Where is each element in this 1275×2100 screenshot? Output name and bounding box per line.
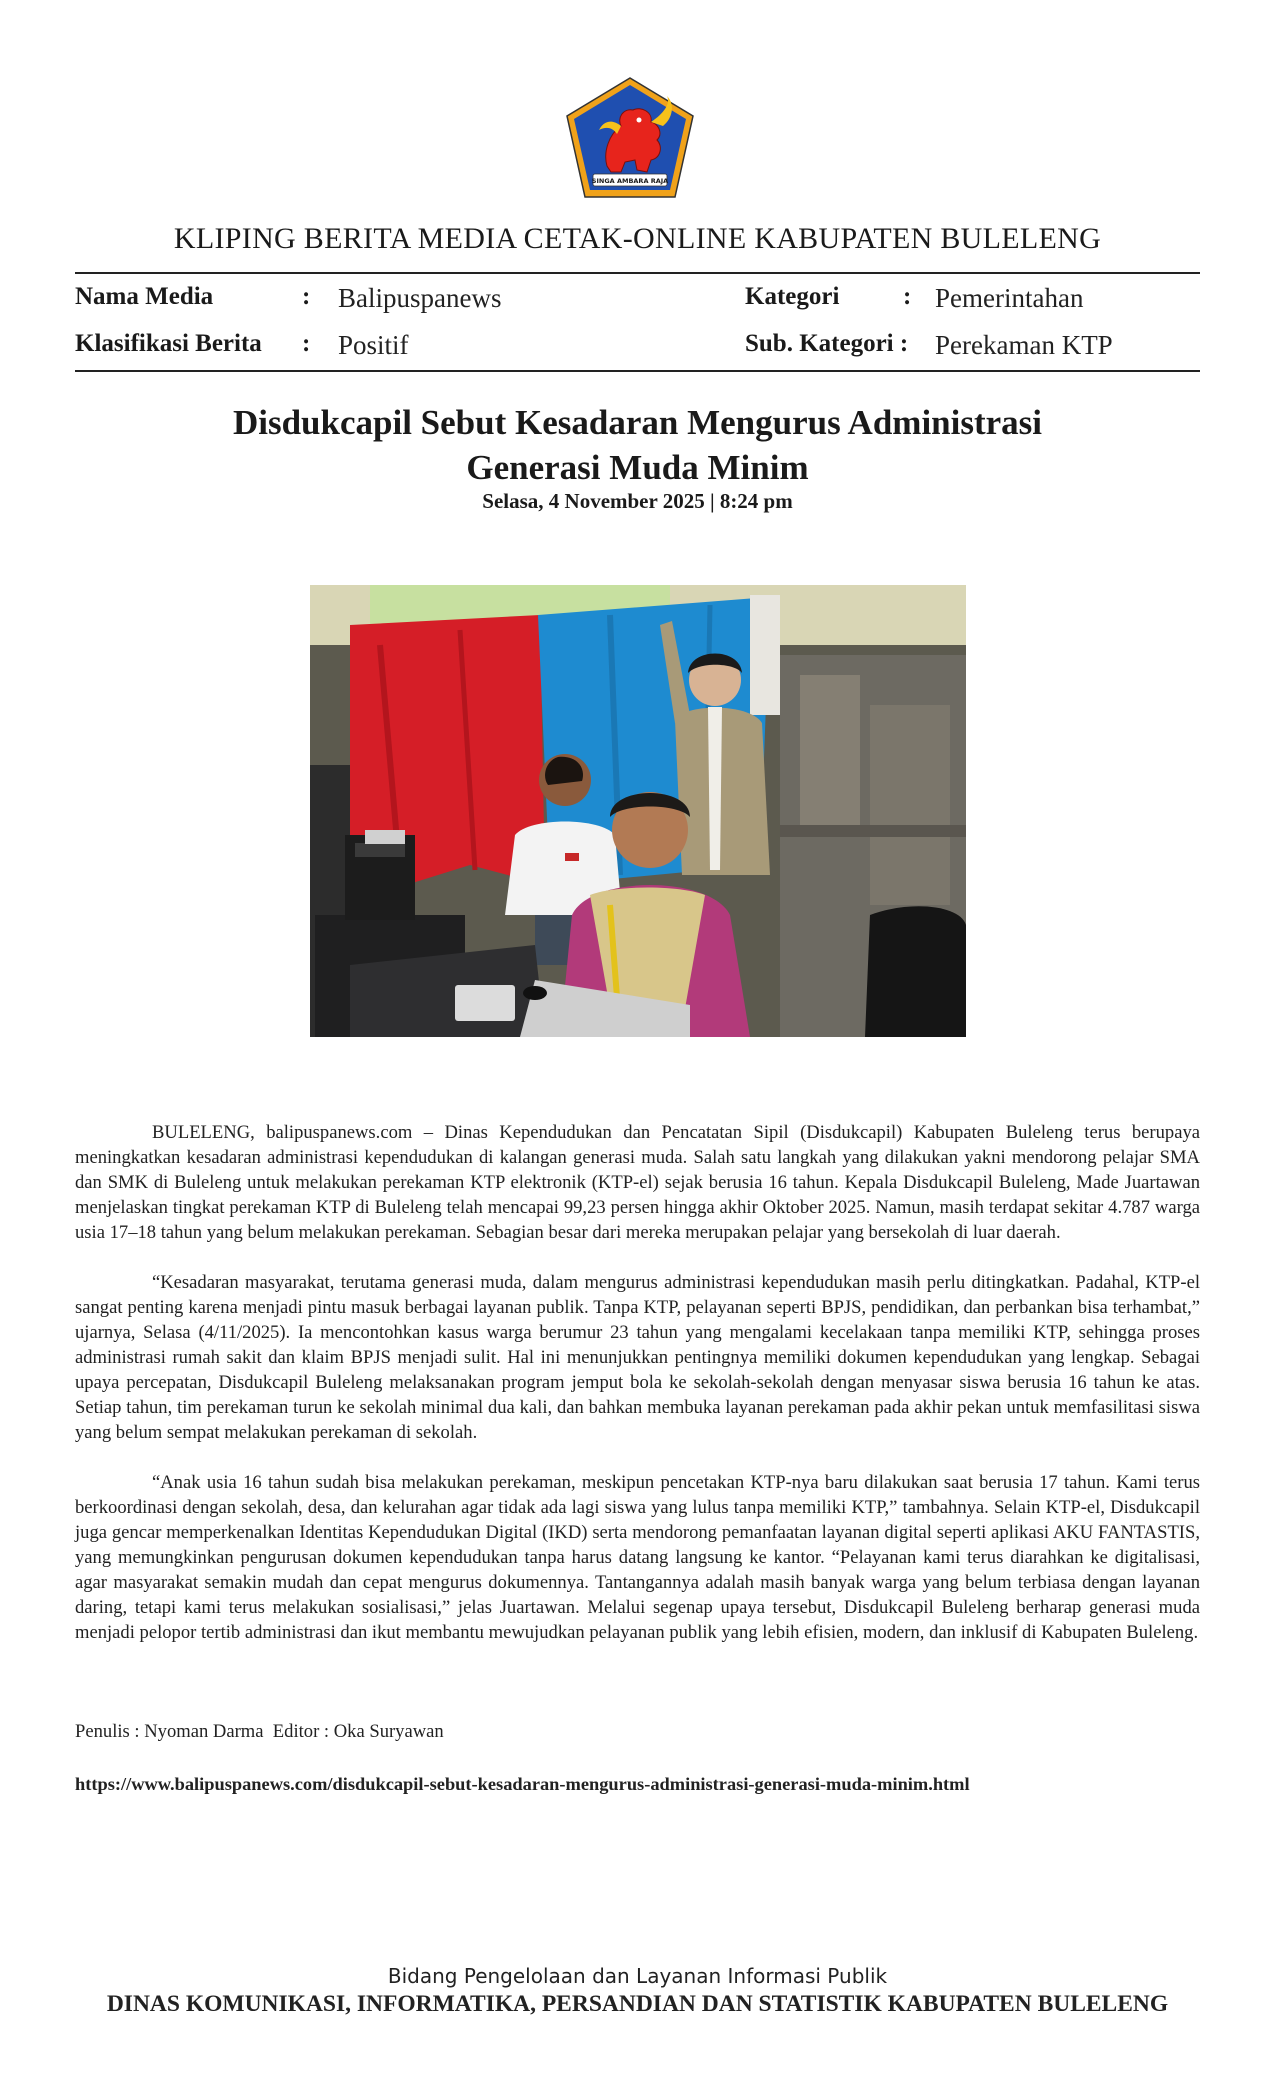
footer-agency: DINAS KOMUNIKASI, INFORMATIKA, PERSANDIAN DAN STATISTIK KABUPATEN BULELENG (106, 1991, 1169, 2017)
article-headline: Disdukcapil Sebut Kesadaran Mengurus Administrasi Generasi Muda Minim (232, 403, 1043, 487)
sub-category-label: Sub. Kategori : (745, 330, 909, 357)
media-name-value: Balipuspanews (338, 283, 502, 313)
buleleng-regency-crest-icon (563, 74, 697, 201)
top-divider (75, 272, 1200, 274)
article-paragraph-3: “Anak usia 16 tahun sudah bisa melakukan perekaman, meskipun pencetakan KTP-nya baru dilakukan saat berusia 17 tahun. Kami terus berkoordinasi dengan sekolah, desa, dan kelurahan agar tidak ada lagi siswa yang lulus tanpa memiliki KTP,” tambahnya. Selain KTP-el, Disdukcapil juga gencar memperkenalkan Identitas Kependudukan Digital (IKD) serta mendorong pemanfaatan layanan digital seperti aplikasi AKU FANTASTIS, yang memungkinkan pengurusan dokumen kependudukan tanpa harus datang langsung ke kantor. “Pelayanan kami terus diarahkan ke digitalisasi, agar masyarakat semakin mudah dan cepat mengurus dokumennya. Tantangannya adalah masih banyak warga yang belum terbiasa dengan layanan daring, tetapi kami terus melakukan sosialisasi,” jelas Juartawan. Melalui segenap upaya tersebut, Disdukcapil Buleleng berharap generasi muda menjadi pelopor tertib administrasi dan ikut membantu mewujudkan pelayanan publik yang lebih efisien, modern, dan inklusif di Kabupaten Buleleng. (75, 1472, 1200, 1643)
article-body (75, 1120, 1200, 1670)
classification-colon: : (302, 330, 311, 357)
classification-value: Positif (338, 330, 409, 360)
category-label: Kategori (745, 283, 840, 310)
article-paragraph-2: “Kesadaran masyarakat, terutama generasi muda, dalam mengurus administrasi kependudukan masih perlu ditingkatkan. Padahal, KTP-el sangat penting karena menjadi pintu masuk berbagai layanan publik. Tanpa KTP, pelayanan seperti BPJS, pendidikan, dan perbankan bisa terhambat,” ujarnya, Selasa (4/11/2025). Ia mencontohkan kasus warga berumur 23 tahun yang mengalami kecelakaan tanpa memiliki KTP, sehingga proses administrasi rumah sakit dan klaim BPJS menjadi sulit. Hal ini menunjukkan pentingnya memiliki dokumen kependudukan yang lengkap. Sebagai upaya percepatan, Disdukcapil Buleleng melaksanakan program jemput bola ke sekolah-sekolah dengan menyasar siswa berusia 16 tahun ke atas. Setiap tahun, tim perekaman turun ke sekolah minimal dua kali, dan bahkan membuka layanan perekaman pada akhir pekan untuk memfasilitasi siswa yang belum sempat melakukan perekaman di sekolah. (75, 1272, 1200, 1443)
media-name-colon: : (302, 283, 311, 310)
article-credits: Penulis : Nyoman Darma Editor : Oka Suryawan (75, 1721, 444, 1742)
bottom-divider (75, 370, 1200, 372)
sub-category-value: Perekaman KTP (935, 330, 1113, 360)
article-date: Selasa, 4 November 2025 | 8:24 pm (482, 489, 793, 513)
media-name-label: Nama Media (75, 283, 214, 310)
ktp-recording-photo (310, 585, 966, 1037)
classification-label: Klasifikasi Berita (75, 330, 262, 357)
category-colon: : (903, 283, 912, 310)
source-link[interactable]: https://www.balipuspanews.com/disdukcapil-sebut-kesadaran-mengurus-administrasi-generasi-muda-minim.html (75, 1774, 970, 1794)
article-paragraph-1: BULELENG, balipuspanews.com – Dinas Kependudukan dan Pencatatan Sipil (Disdukcapil) Kabupaten Buleleng terus berupaya meningkatkan kesadaran administrasi kependudukan di kalangan generasi muda. Salah satu langkah yang dilakukan yakni mendorong pelajar SMA dan SMK di Buleleng untuk melakukan perekaman KTP elektronik (KTP-el) sejak berusia 16 tahun. Kepala Disdukcapil Buleleng, Made Juartawan menjelaskan tingkat perekaman KTP di Buleleng telah mencapai 99,23 persen hingga akhir Oktober 2025. Namun, masih terdapat sekitar 4.787 warga usia 17–18 tahun yang belum melakukan perekaman. Sebagian besar dari mereka merupakan pelajar yang bersekolah di luar daerah. (75, 1122, 1200, 1243)
footer-department: Bidang Pengelolaan dan Layanan Informasi Publik (387, 1964, 888, 1988)
logo-motto: SINGA AMBARA RAJA (591, 177, 669, 185)
clipping-title: KLIPING BERITA MEDIA CETAK-ONLINE KABUPATEN BULELENG (173, 222, 1102, 255)
category-value: Pemerintahan (935, 283, 1084, 313)
